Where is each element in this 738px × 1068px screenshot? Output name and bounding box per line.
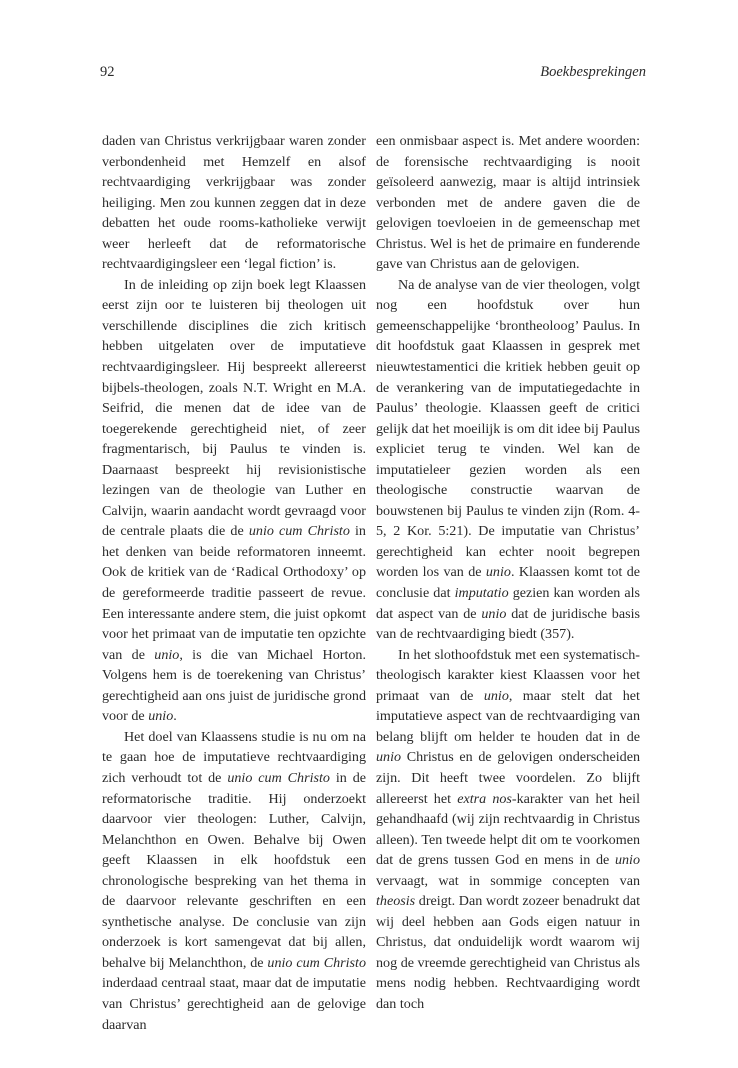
paragraph: In het slothoofdstuk met een systematisch-theologisch karakter kiest Klaassen voor het primaat van de unio, maar stelt dat het imputatieve aspect van de rechtvaardiging van belang blijft om helder te houden dat in de unio Christus en de gelovigen onderscheiden zijn. Dit heeft twee voordelen. Zo blijft allereerst het extra nos-karakter van het heil gehandhaafd (wij zijn rechtvaardig in Christus alleen). Ten tweede helpt dit om te voorkomen dat de grens tussen God en mens in de unio vervaagt, wat in sommige concepten van theosis dreigt. Dan wordt zozeer benadrukt dat wij deel hebben aan Gods eigen natuur in Christus, dat onduidelijk wordt waarom wij nog de vreemde gerechtigheid van Christus als mens nodig hebben. Rechtvaardiging wordt dan toch <box>376 646 640 1012</box>
paragraph: In de inleiding op zijn boek legt Klaassen eerst zijn oor te luisteren bij theologen uit verschillende disciplines die zich kritisch hebben uitgelaten over de imputatieve rechtvaardigingsleer. Hij bespreekt allereerst bijbels-theologen, zoals N.T. Wright en M.A. Seifrid, die menen dat de idee van de toegerekende gerechtigheid niet, of zeer fragmentarisch, bij Paulus te vinden is. Daarnaast bespreekt hij revisionistische lezingen van de theologie van Luther en Calvijn, waarin aandacht wordt gevraagd voor de centrale plaats die de unio cum Christo in het denken van beide reformatoren inneemt. Ook de kritiek van de ‘Radical Orthodoxy’ op de gereformeerde traditie passeert de revue. Een interessante andere stem, die juist opkomt voor het primaat van de imputatie ten opzichte van de unio, is die van Michael Horton. Volgens hem is de toerekening van Christus’ gerechtigheid aan ons juist de juridische grond voor de unio. <box>102 276 366 725</box>
running-head: Boekbesprekingen <box>540 64 646 80</box>
left-column <box>102 131 366 1035</box>
right-column <box>376 131 640 1015</box>
page-number: 92 <box>100 64 115 80</box>
paragraph: een onmisbaar aspect is. Met andere woorden: de forensische rechtvaardiging is nooit geïsoleerd aanwezig, maar is altijd intrinsiek verbonden met de andere gaven die de gelovigen toevloeien in de gemeenschap met Christus. Wel is het de primaire en funderende gave van Christus aan de gelovigen. <box>376 133 640 273</box>
paragraph: daden van Christus verkrijgbaar waren zonder verbondenheid met Hemzelf en alsof rechtvaardiging verkrijgbaar was zonder heiliging. Men zou kunnen zeggen dat in deze debatten het oude rooms-katholieke verwijt weer herleeft dat de reformatorische rechtvaardigingsleer een ‘legal fiction’ is. <box>102 133 366 273</box>
paragraph: Na de analyse van de vier theologen, volgt nog een hoofdstuk over hun gemeenschappelijke ‘brontheoloog’ Paulus. In dit hoofdstuk gaat Klaassen in gesprek met nieuwtestamentici die kritiek hebben geuit op de verankering van de imputatiegedachte in Paulus’ theologie. Klaassen geeft de critici gelijk dat het moeilijk is om dit idee bij Paulus expliciet terug te vinden. Wel kan de imputatieleer gezien worden als een theologische constructie waarvan de bouwstenen bij Paulus te vinden zijn (Rom. 4-5, 2 Kor. 5:21). De imputatie van Christus’ gerechtigheid kan echter nooit begrepen worden los van de unio. Klaassen komt tot de conclusie dat imputatio gezien kan worden als dat aspect van de unio dat de juridische basis van de rechtvaardiging biedt (357). <box>376 276 640 643</box>
paragraph: Het doel van Klaassens studie is nu om na te gaan hoe de imputatieve rechtvaardiging zich verhoudt tot de unio cum Christo in de reformatorische traditie. Hij onderzoekt daarvoor vier theologen: Luther, Calvijn, Melanchthon en Owen. Behalve bij Owen geeft Klaassen in elk hoofdstuk een chronologische bespreking van het thema in de daarvoor relevante geschriften en een synthetische analyse. De conclusie van zijn onderzoek is kort samengevat dat bij allen, behalve bij Melanchthon, de unio cum Christo inderdaad centraal staat, maar dat de imputatie van Christus’ gerechtigheid aan de gelovige daarvan <box>102 728 366 1033</box>
